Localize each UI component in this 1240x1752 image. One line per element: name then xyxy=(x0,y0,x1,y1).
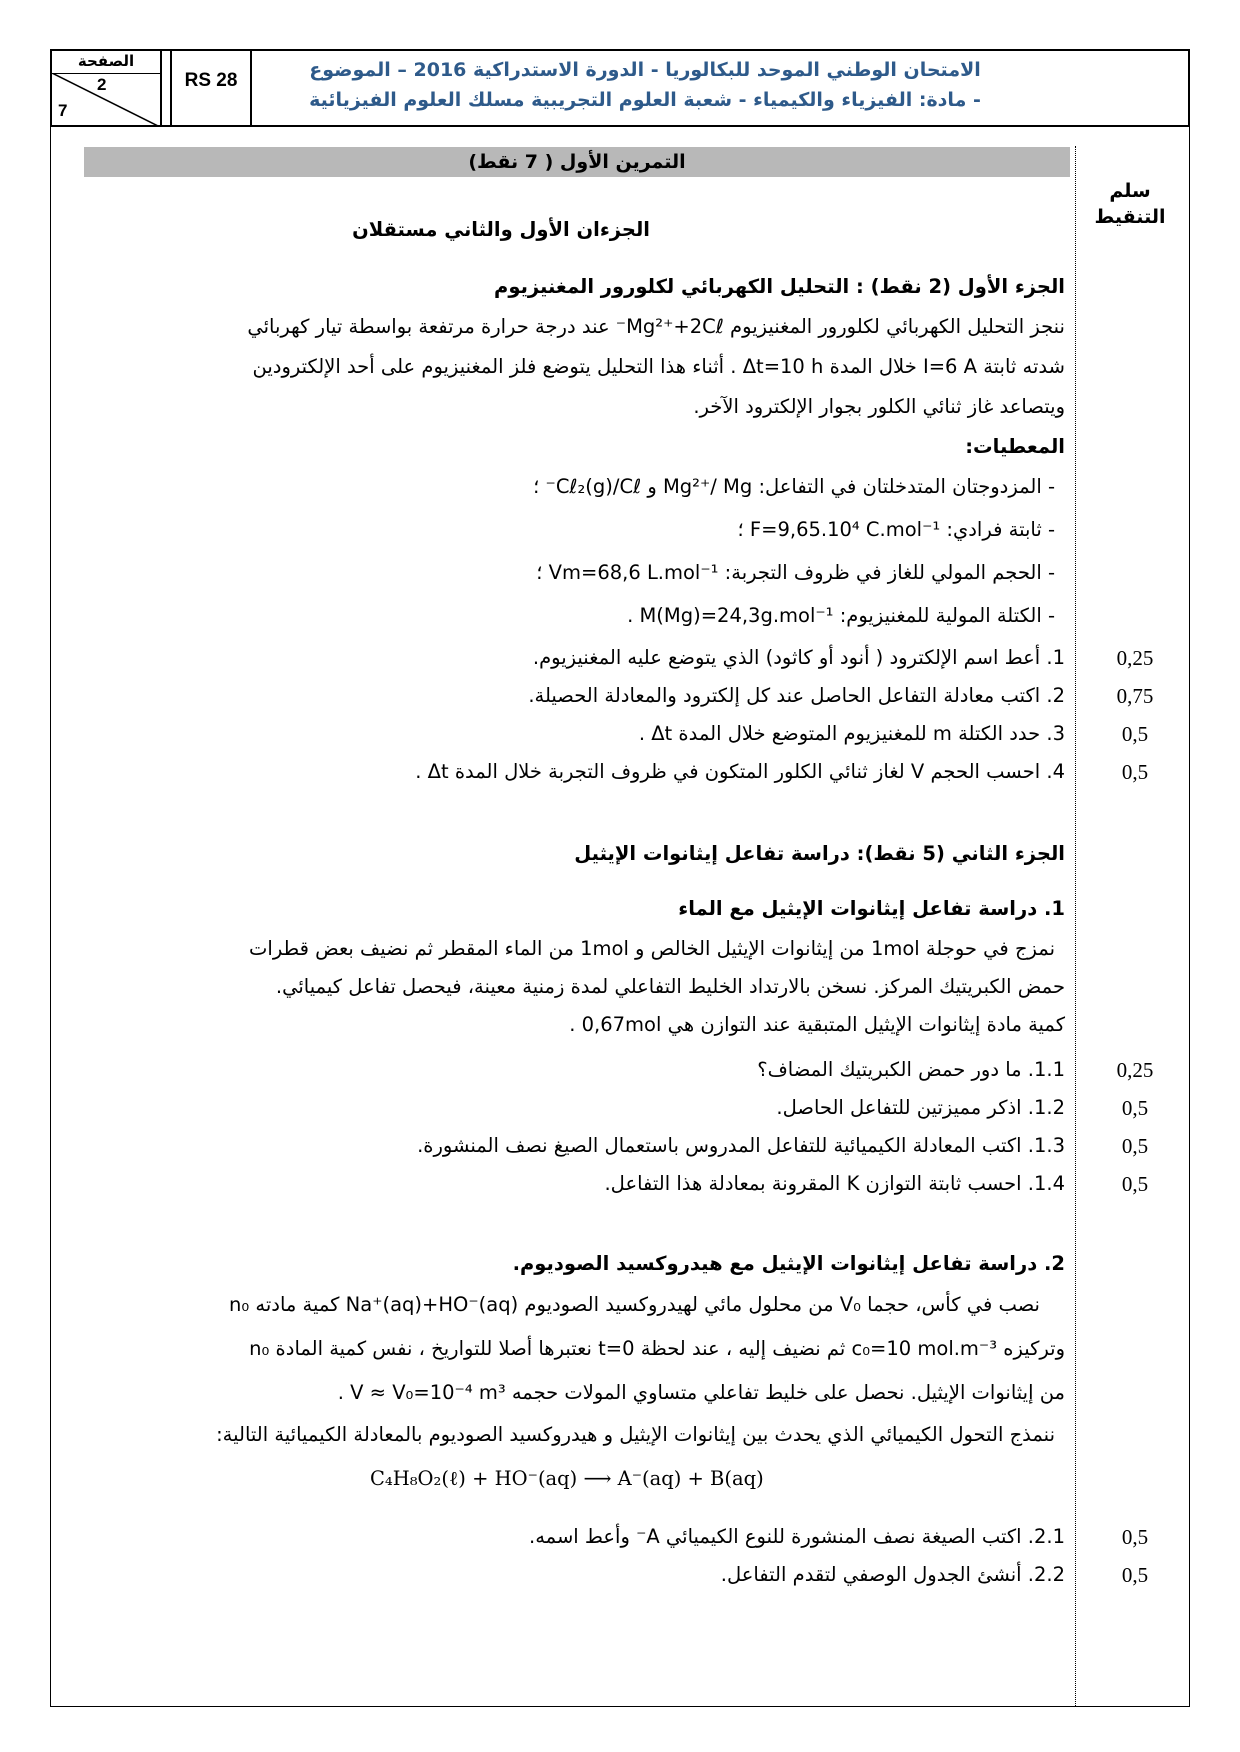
data-title: المعطيات: xyxy=(965,435,1065,458)
exam-title: الامتحان الوطني الموحد للبكالوريا - الدورة الاستدراكية 2016 – الموضوع - مادة: الفيزياء والكيمياء - شعبة العلوم التجريبية مسلك العلوم الفيزيائية xyxy=(309,59,981,111)
question-score: 0,25 xyxy=(1116,646,1154,670)
part1-title: الجزء الأول (2 نقط) : التحليل الكهربائي لكلورور المغنيزيوم xyxy=(494,275,1065,298)
question-score: 0,5 xyxy=(1121,1563,1149,1587)
question: 1. أعط اسم الإلكترود ( أنود أو كاثود) الذي يتوضع عليه المغنيزيوم. xyxy=(532,646,1065,669)
exam-code: RS 28 xyxy=(172,51,252,125)
question-score: 0,75 xyxy=(1116,684,1154,708)
scale-separator xyxy=(1075,146,1076,1706)
data-item: - الحجم المولي للغاز في ظروف التجربة: Vm=68,6 L.mol⁻¹ ؛ xyxy=(536,561,1055,584)
part2-title: الجزء الثاني (5 نقط): دراسة تفاعل إيثانوات الإيثيل xyxy=(574,842,1065,865)
section1-paragraph: نمزج في حوجلة 1mol من إيثانوات الإيثيل الخالص و 1mol من الماء المقطر ثم نضيف بعض قطرات xyxy=(249,937,1055,960)
subtitle: الجزءان الأول والثاني مستقلان xyxy=(352,218,650,241)
question: 1.4. احسب ثابتة التوازن K المقرونة بمعادلة هذا التفاعل. xyxy=(604,1172,1065,1195)
chemical-equation: C₄H₈O₂(ℓ) + HO⁻(aq) ⟶ A⁻(aq) + B(aq) xyxy=(370,1467,764,1490)
question: 4. احسب الحجم V لغاز ثنائي الكلور المتكون في ظروف التجربة خلال المدة Δt . xyxy=(415,760,1065,783)
question-score: 0,5 xyxy=(1121,1525,1149,1549)
question: 2.1. اكتب الصيغة نصف المنشورة للنوع الكيميائي A⁻ وأعط اسمه. xyxy=(529,1525,1065,1548)
data-item: - المزدوجتان المتدخلتان في التفاعل: Mg²⁺/ Mg و Cℓ₂(g)/Cℓ⁻ ؛ xyxy=(533,475,1055,498)
exercise-title: التمرين الأول ( 7 نقط) xyxy=(84,147,1070,177)
question-score: 0,25 xyxy=(1116,1058,1154,1082)
page-number-box xyxy=(52,51,162,125)
question-score: 0,5 xyxy=(1121,722,1149,746)
exam-header xyxy=(50,49,1190,127)
data-item: - ثابتة فرادي: F=9,65.10⁴ C.mol⁻¹ ؛ xyxy=(737,518,1055,541)
page-number: 2 xyxy=(97,75,107,94)
question: 1.3. اكتب المعادلة الكيميائية للتفاعل المدروس باستعمال الصيغ نصف المنشورة. xyxy=(417,1134,1065,1157)
section1-title: 1. دراسة تفاعل إيثانوات الإيثيل مع الماء xyxy=(678,897,1065,920)
question: 1.1. ما دور حمض الكبريتيك المضاف؟ xyxy=(757,1058,1065,1081)
page-label: الصفحة xyxy=(52,51,160,74)
question-score: 0,5 xyxy=(1121,1172,1149,1196)
question: 1.2. اذكر مميزتين للتفاعل الحاصل. xyxy=(776,1096,1065,1119)
question-score: 0,5 xyxy=(1121,1134,1149,1158)
question-score: 0,5 xyxy=(1121,760,1149,784)
question: 3. حدد الكتلة m للمغنيزيوم المتوضع خلال المدة Δt . xyxy=(638,722,1065,745)
question: 2. اكتب معادلة التفاعل الحاصل عند كل إلكترود والمعادلة الحصيلة. xyxy=(528,684,1065,707)
question: 2.2. أنشئ الجدول الوصفي لتقدم التفاعل. xyxy=(720,1563,1065,1586)
question-score: 0,5 xyxy=(1121,1096,1149,1120)
scale-header: سلم التنقيط xyxy=(1094,180,1166,228)
section2-title: 2. دراسة تفاعل إيثانوات الإيثيل مع هيدروكسيد الصوديوم. xyxy=(512,1252,1065,1275)
page-total: 7 xyxy=(58,101,68,120)
section2-paragraph: نصب في كأس، حجما V₀ من محلول مائي لهيدروكسيد الصوديوم Na⁺(aq)+HO⁻(aq) كمية مادته n₀ xyxy=(229,1293,1040,1316)
part1-paragraph: ننجز التحليل الكهربائي لكلورور المغنيزيوم Mg²⁺+2Cℓ⁻ عند درجة حرارة مرتفعة بواسطة تيار كهربائي xyxy=(247,315,1065,338)
data-item: - الكتلة المولية للمغنيزيوم: M(Mg)=24,3g.mol⁻¹ . xyxy=(627,604,1055,627)
